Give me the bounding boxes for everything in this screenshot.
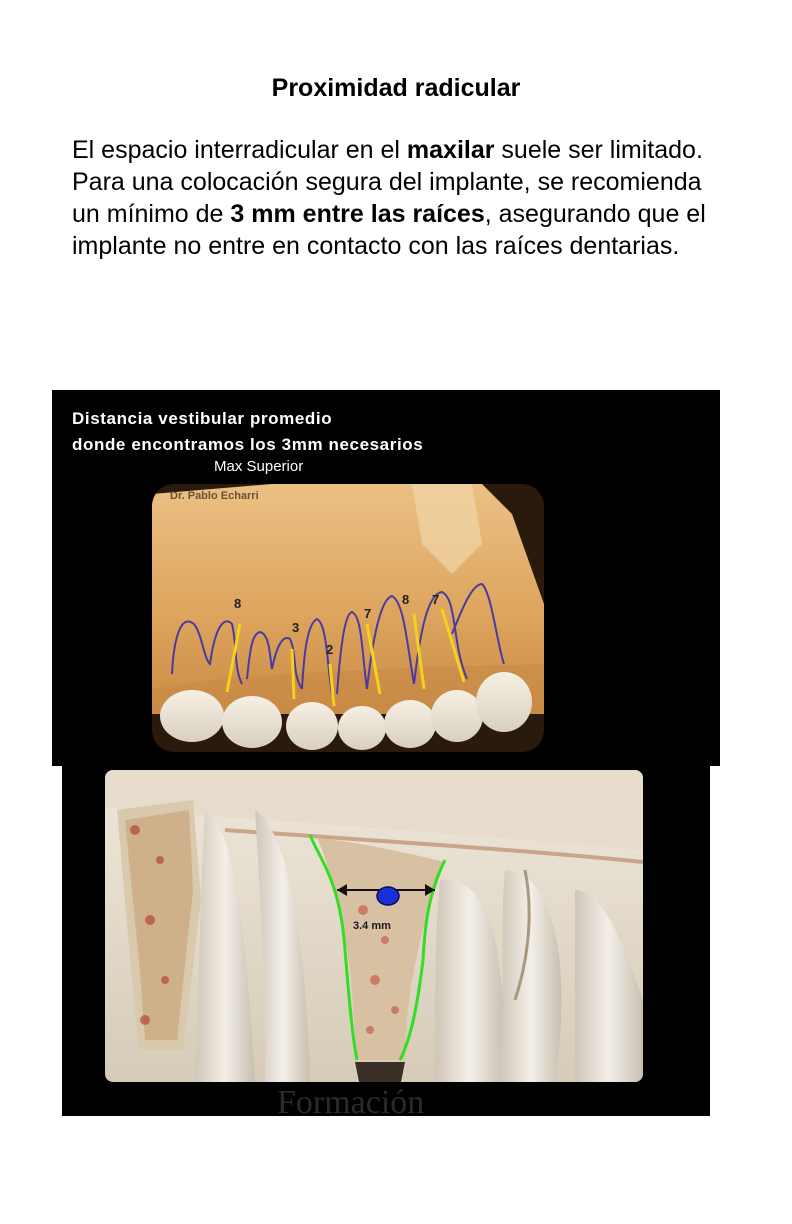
figure-caption [72, 406, 423, 458]
figure-subtitle: Max Superior [214, 458, 304, 475]
figure-caption-line-1: Distancia vestibular promedio [72, 409, 333, 428]
figure-caption-line-2: donde encontramos los 3mm necesarios [72, 435, 424, 454]
maxilla-roots-figure [52, 390, 720, 766]
body-text [72, 134, 732, 262]
paragraph-2-emphasis: 3 mm entre las raíces [230, 200, 485, 228]
maxilla-illustration [152, 484, 544, 752]
paragraph-2-text: Para una colocación segura del implante, se recomienda un mínimo de [72, 168, 702, 228]
root-label: 8 [402, 592, 410, 607]
photo-credit: Dr. Pablo Echarri [170, 490, 259, 502]
root-label: 7 [432, 592, 440, 607]
root-label: 3 [292, 620, 300, 635]
root-label: 8 [234, 596, 242, 611]
paragraph-1-text: El espacio interradicular en el [72, 136, 407, 164]
paragraph-2 [72, 166, 732, 262]
interradicular-photo [105, 770, 643, 1082]
paragraph-1-emphasis: maxilar [406, 136, 495, 164]
paragraph-2-text-end: , asegurando que el implante no entre en contacto con las raíces dentarias. [72, 200, 706, 260]
root-label: 2 [326, 642, 334, 657]
paragraph-1 [72, 134, 732, 166]
paragraph-1-text-end: suele ser limitado. [494, 136, 703, 164]
interradicular-space-figure [62, 766, 710, 1116]
root-label: 7 [364, 606, 372, 621]
maxilla-photo [152, 484, 544, 752]
page-title: Proximidad radicular [271, 74, 521, 102]
measurement-label: 3.4 mm [353, 920, 391, 932]
watermark: Formación [277, 1084, 425, 1116]
